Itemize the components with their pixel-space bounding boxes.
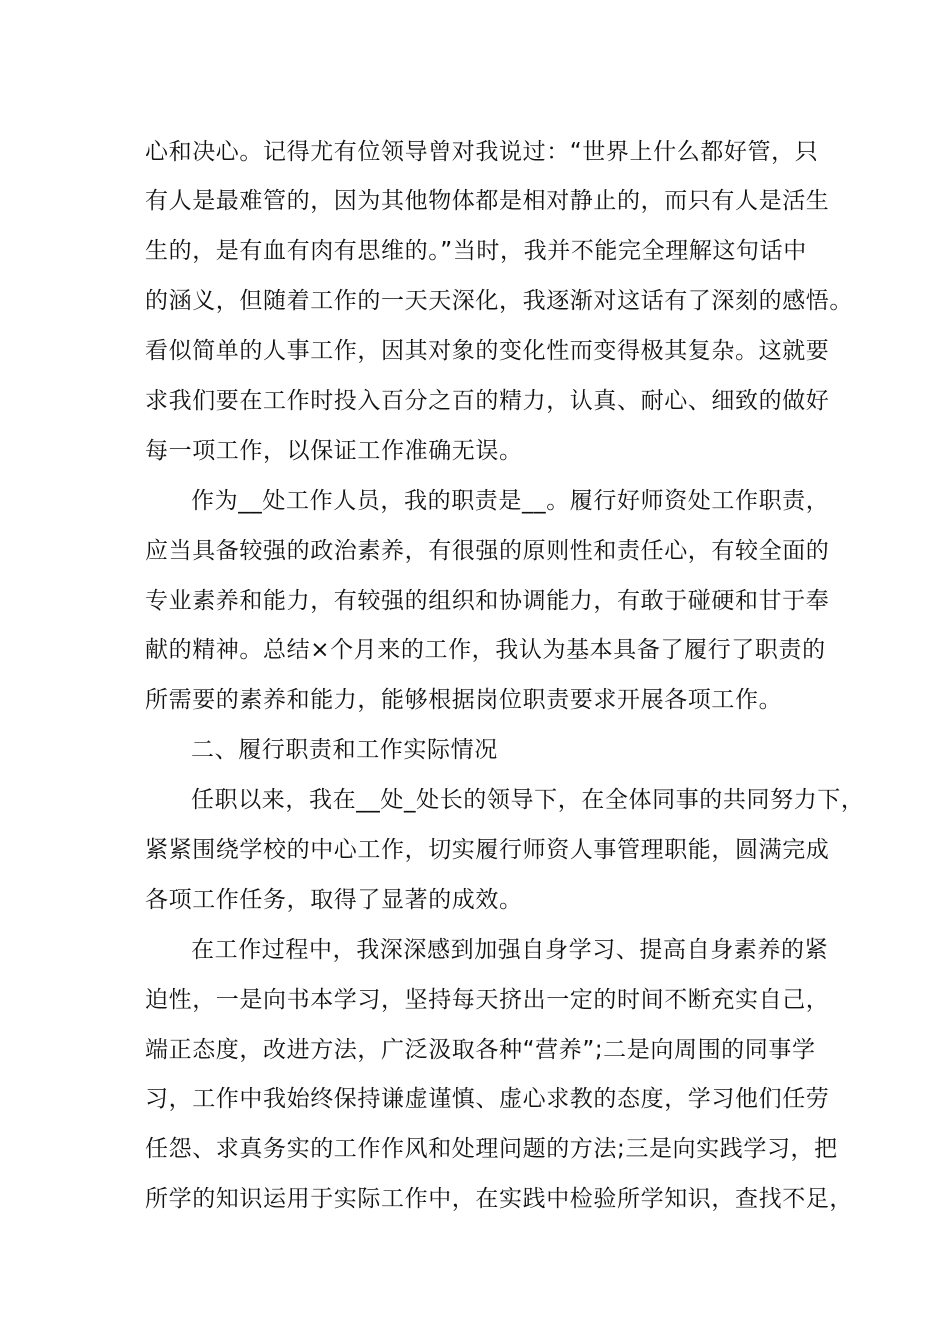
section-heading: 二、履行职责和工作实际情况 xyxy=(191,737,498,763)
text-line: 心和决心。记得尤有位领导曾对我说过：“世界上什么都好管，只 xyxy=(145,139,819,165)
text-line: 端正态度，改进方法，广泛汲取各种“营养”;二是向周围的同事学 xyxy=(145,1037,816,1063)
text-line: 任职以来，我在__处_处长的领导下，在全体同事的共同努力下， xyxy=(191,787,865,813)
text-line: 每一项工作，以保证工作准确无误。 xyxy=(145,438,523,464)
text-line: 在工作过程中，我深深感到加强自身学习、提高自身素养的紧 xyxy=(191,937,829,963)
text-line: 作为__处工作人员，我的职责是__。履行好师资处工作职责， xyxy=(191,488,830,514)
text-line: 任怨、求真务实的工作作风和处理问题的方法;三是向实践学习，把 xyxy=(145,1136,838,1162)
text-line: 习，工作中我始终保持谦虚谨慎、虚心求教的态度，学习他们任劳 xyxy=(145,1086,830,1112)
text-line: 献的精神。总结×个月来的工作，我认为基本具备了履行了职责的 xyxy=(145,637,826,663)
text-line: 所需要的素养和能力，能够根据岗位职责要求开展各项工作。 xyxy=(145,687,783,713)
text-line: 有人是最难管的，因为其他物体都是相对静止的，而只有人是活生 xyxy=(145,188,830,214)
text-line: 迫性，一是向书本学习，坚持每天挤出一定的时间不断充实自己， xyxy=(145,987,830,1013)
text-line: 求我们要在工作时投入百分之百的精力，认真、耐心、细致的做好 xyxy=(145,388,830,414)
text-line: 各项工作任务，取得了显著的成效。 xyxy=(145,887,523,913)
text-line: 所学的知识运用于实际工作中，在实践中检验所学知识，查找不足， xyxy=(145,1186,853,1212)
text-line: 紧紧围绕学校的中心工作，切实履行师资人事管理职能，圆满完成 xyxy=(145,837,830,863)
text-line: 生的，是有血有肉有思维的。”当时，我并不能完全理解这句话中 xyxy=(145,238,807,264)
text-line: 看似简单的人事工作，因其对象的变化性而变得极其复杂。这就要 xyxy=(145,338,830,364)
text-line: 的涵义，但随着工作的一天天深化，我逐渐对这话有了深刻的感悟。 xyxy=(145,288,853,314)
text-line: 专业素养和能力，有较强的组织和协调能力，有敢于碰硬和甘于奉 xyxy=(145,588,830,614)
text-line: 应当具备较强的政治素养，有很强的原则性和责任心，有较全面的 xyxy=(145,538,830,564)
